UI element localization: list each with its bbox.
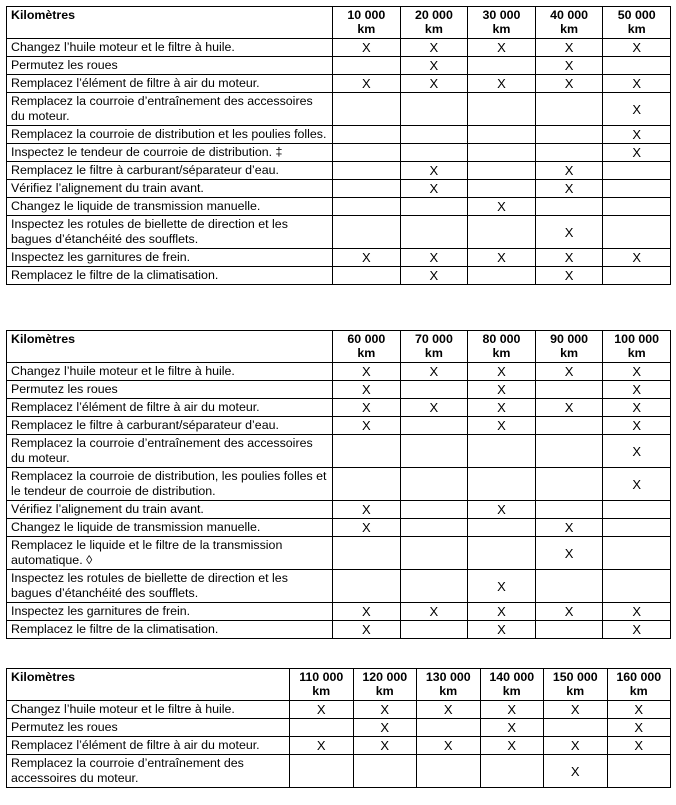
service-mark-cell: X bbox=[468, 381, 536, 399]
km-column-header: 20 000 km bbox=[400, 7, 468, 39]
service-mark-cell: X bbox=[603, 468, 671, 501]
service-mark-cell: X bbox=[400, 267, 468, 285]
service-mark-cell bbox=[468, 468, 536, 501]
table-row bbox=[7, 737, 671, 755]
service-mark-cell: X bbox=[535, 249, 603, 267]
service-mark-cell: X bbox=[607, 719, 671, 737]
table-row bbox=[7, 198, 671, 216]
service-item-label: Permutez les roues bbox=[7, 719, 290, 737]
service-item-label: Inspectez les rotules de biellette de direction et les bagues d’étanchéité des soufflets. bbox=[7, 570, 333, 603]
service-mark-cell: X bbox=[480, 719, 544, 737]
maintenance-table-2 bbox=[6, 330, 671, 639]
service-mark-cell bbox=[535, 144, 603, 162]
service-mark-cell: X bbox=[400, 162, 468, 180]
service-mark-cell: X bbox=[544, 737, 608, 755]
service-mark-cell: X bbox=[603, 435, 671, 468]
table-row bbox=[7, 267, 671, 285]
service-item-label: Remplacez la courroie d’entraînement des accessoires du moteur. bbox=[7, 435, 333, 468]
service-item-label: Remplacez la courroie de distribution et les poulies folles. bbox=[7, 126, 333, 144]
table-row bbox=[7, 701, 671, 719]
service-mark-cell: X bbox=[535, 180, 603, 198]
km-column-header: 120 000 km bbox=[353, 669, 417, 701]
service-mark-cell: X bbox=[480, 701, 544, 719]
service-mark-cell: X bbox=[400, 75, 468, 93]
service-mark-cell: X bbox=[290, 737, 354, 755]
service-mark-cell bbox=[400, 216, 468, 249]
service-item-label: Vérifiez l’alignement du train avant. bbox=[7, 501, 333, 519]
service-item-label: Remplacez l’élément de filtre à air du moteur. bbox=[7, 75, 333, 93]
service-item-label: Vérifiez l’alignement du train avant. bbox=[7, 180, 333, 198]
service-mark-cell: X bbox=[417, 737, 481, 755]
service-mark-cell bbox=[400, 621, 468, 639]
km-column-header: 90 000 km bbox=[535, 331, 603, 363]
km-column-header: 60 000 km bbox=[333, 331, 401, 363]
service-mark-cell: X bbox=[333, 603, 401, 621]
service-mark-cell bbox=[468, 93, 536, 126]
service-mark-cell: X bbox=[400, 603, 468, 621]
service-mark-cell bbox=[535, 381, 603, 399]
service-item-label: Changez le liquide de transmission manuelle. bbox=[7, 198, 333, 216]
service-mark-cell: X bbox=[290, 701, 354, 719]
table-row bbox=[7, 144, 671, 162]
service-mark-cell bbox=[400, 468, 468, 501]
service-mark-cell bbox=[468, 519, 536, 537]
service-mark-cell: X bbox=[333, 39, 401, 57]
service-mark-cell bbox=[400, 537, 468, 570]
service-mark-cell: X bbox=[333, 399, 401, 417]
service-mark-cell: X bbox=[544, 701, 608, 719]
service-item-label: Remplacez la courroie d’entraînement des accessoires du moteur. bbox=[7, 755, 290, 788]
service-mark-cell bbox=[603, 162, 671, 180]
maintenance-table-1 bbox=[6, 6, 671, 285]
km-column-header: 80 000 km bbox=[468, 331, 536, 363]
service-mark-cell: X bbox=[603, 144, 671, 162]
service-mark-cell bbox=[603, 198, 671, 216]
service-mark-cell bbox=[603, 570, 671, 603]
service-mark-cell: X bbox=[468, 399, 536, 417]
service-item-label: Remplacez l’élément de filtre à air du moteur. bbox=[7, 737, 290, 755]
service-mark-cell: X bbox=[535, 603, 603, 621]
service-mark-cell: X bbox=[607, 701, 671, 719]
service-mark-cell bbox=[603, 501, 671, 519]
km-column-header: 10 000 km bbox=[333, 7, 401, 39]
maintenance-table-3 bbox=[6, 668, 671, 788]
table-row bbox=[7, 719, 671, 737]
service-mark-cell: X bbox=[468, 603, 536, 621]
service-mark-cell: X bbox=[468, 501, 536, 519]
service-mark-cell: X bbox=[400, 180, 468, 198]
service-mark-cell bbox=[535, 435, 603, 468]
service-mark-cell bbox=[400, 519, 468, 537]
service-mark-cell bbox=[400, 381, 468, 399]
table-header-row bbox=[7, 331, 671, 363]
km-column-header: 110 000 km bbox=[290, 669, 354, 701]
table-row bbox=[7, 399, 671, 417]
service-item-label: Permutez les roues bbox=[7, 57, 333, 75]
table-row bbox=[7, 435, 671, 468]
service-mark-cell: X bbox=[607, 737, 671, 755]
service-mark-cell: X bbox=[535, 267, 603, 285]
service-mark-cell: X bbox=[603, 399, 671, 417]
service-mark-cell: X bbox=[535, 537, 603, 570]
service-mark-cell bbox=[468, 162, 536, 180]
table-row bbox=[7, 755, 671, 788]
km-column-header: 100 000 km bbox=[603, 331, 671, 363]
service-mark-cell bbox=[535, 468, 603, 501]
service-mark-cell: X bbox=[603, 381, 671, 399]
service-mark-cell: X bbox=[333, 501, 401, 519]
service-mark-cell: X bbox=[544, 755, 608, 788]
service-mark-cell bbox=[607, 755, 671, 788]
service-mark-cell bbox=[535, 198, 603, 216]
table-row bbox=[7, 180, 671, 198]
service-item-label: Inspectez les rotules de biellette de direction et les bagues d’étanchéité des soufflets. bbox=[7, 216, 333, 249]
table-row bbox=[7, 468, 671, 501]
service-mark-cell bbox=[333, 468, 401, 501]
service-mark-cell bbox=[333, 180, 401, 198]
service-mark-cell bbox=[603, 267, 671, 285]
service-mark-cell bbox=[333, 435, 401, 468]
table-header-row bbox=[7, 7, 671, 39]
table-row bbox=[7, 126, 671, 144]
service-mark-cell bbox=[603, 519, 671, 537]
service-mark-cell bbox=[333, 144, 401, 162]
table-row bbox=[7, 93, 671, 126]
service-mark-cell bbox=[400, 435, 468, 468]
service-mark-cell bbox=[603, 537, 671, 570]
service-item-label: Remplacez le filtre à carburant/séparateur d’eau. bbox=[7, 417, 333, 435]
service-item-label: Changez le liquide de transmission manuelle. bbox=[7, 519, 333, 537]
service-mark-cell bbox=[603, 57, 671, 75]
service-mark-cell: X bbox=[603, 603, 671, 621]
service-mark-cell bbox=[468, 126, 536, 144]
table-row bbox=[7, 381, 671, 399]
table-row bbox=[7, 501, 671, 519]
km-column-header: 150 000 km bbox=[544, 669, 608, 701]
service-mark-cell: X bbox=[468, 363, 536, 381]
table-row bbox=[7, 162, 671, 180]
service-mark-cell bbox=[400, 570, 468, 603]
service-mark-cell bbox=[468, 267, 536, 285]
service-item-label: Remplacez la courroie d’entraînement des accessoires du moteur. bbox=[7, 93, 333, 126]
km-column-header: 70 000 km bbox=[400, 331, 468, 363]
service-mark-cell bbox=[468, 144, 536, 162]
service-mark-cell bbox=[290, 719, 354, 737]
service-mark-cell bbox=[400, 144, 468, 162]
service-mark-cell bbox=[603, 216, 671, 249]
service-mark-cell: X bbox=[333, 381, 401, 399]
km-column-header: 30 000 km bbox=[468, 7, 536, 39]
service-mark-cell bbox=[400, 126, 468, 144]
kilometres-header: Kilomètres bbox=[7, 331, 333, 363]
km-column-header: 140 000 km bbox=[480, 669, 544, 701]
service-mark-cell: X bbox=[535, 57, 603, 75]
service-mark-cell: X bbox=[603, 93, 671, 126]
kilometres-header: Kilomètres bbox=[7, 7, 333, 39]
table-row bbox=[7, 570, 671, 603]
service-mark-cell bbox=[333, 198, 401, 216]
km-column-header: 160 000 km bbox=[607, 669, 671, 701]
service-mark-cell: X bbox=[480, 737, 544, 755]
service-item-label: Changez l’huile moteur et le filtre à huile. bbox=[7, 363, 333, 381]
service-mark-cell: X bbox=[603, 249, 671, 267]
service-mark-cell: X bbox=[468, 75, 536, 93]
service-mark-cell bbox=[333, 267, 401, 285]
service-mark-cell bbox=[535, 93, 603, 126]
service-mark-cell bbox=[333, 216, 401, 249]
service-mark-cell bbox=[333, 126, 401, 144]
service-mark-cell: X bbox=[400, 363, 468, 381]
service-mark-cell bbox=[333, 93, 401, 126]
service-mark-cell bbox=[535, 417, 603, 435]
service-item-label: Remplacez le filtre de la climatisation. bbox=[7, 267, 333, 285]
service-mark-cell: X bbox=[333, 363, 401, 381]
service-mark-cell bbox=[535, 126, 603, 144]
service-mark-cell: X bbox=[353, 737, 417, 755]
service-mark-cell: X bbox=[603, 39, 671, 57]
service-mark-cell bbox=[333, 57, 401, 75]
service-mark-cell: X bbox=[333, 249, 401, 267]
kilometres-header: Kilomètres bbox=[7, 669, 290, 701]
service-item-label: Remplacez le filtre de la climatisation. bbox=[7, 621, 333, 639]
service-item-label: Remplacez le liquide et le filtre de la transmission automatique. ◊ bbox=[7, 537, 333, 570]
service-mark-cell: X bbox=[535, 39, 603, 57]
service-mark-cell: X bbox=[603, 126, 671, 144]
table-row bbox=[7, 603, 671, 621]
service-mark-cell bbox=[333, 570, 401, 603]
service-item-label: Remplacez l’élément de filtre à air du moteur. bbox=[7, 399, 333, 417]
service-mark-cell bbox=[480, 755, 544, 788]
service-mark-cell: X bbox=[468, 249, 536, 267]
service-mark-cell bbox=[468, 57, 536, 75]
service-mark-cell bbox=[468, 537, 536, 570]
table-row bbox=[7, 75, 671, 93]
service-mark-cell: X bbox=[333, 75, 401, 93]
service-mark-cell bbox=[333, 537, 401, 570]
table-row bbox=[7, 537, 671, 570]
service-item-label: Inspectez les garnitures de frein. bbox=[7, 249, 333, 267]
service-mark-cell: X bbox=[417, 701, 481, 719]
service-item-label: Changez l’huile moteur et le filtre à huile. bbox=[7, 39, 333, 57]
table-row bbox=[7, 57, 671, 75]
table-row bbox=[7, 363, 671, 381]
service-mark-cell bbox=[535, 501, 603, 519]
service-item-label: Remplacez la courroie de distribution, les poulies folles et le tendeur de courroie de distribution. bbox=[7, 468, 333, 501]
service-mark-cell bbox=[290, 755, 354, 788]
service-item-label: Permutez les roues bbox=[7, 381, 333, 399]
service-mark-cell: X bbox=[468, 417, 536, 435]
service-mark-cell bbox=[603, 180, 671, 198]
service-mark-cell bbox=[468, 216, 536, 249]
service-mark-cell: X bbox=[400, 249, 468, 267]
service-item-label: Changez l’huile moteur et le filtre à huile. bbox=[7, 701, 290, 719]
service-mark-cell bbox=[400, 501, 468, 519]
service-mark-cell: X bbox=[535, 399, 603, 417]
service-mark-cell: X bbox=[535, 363, 603, 381]
service-mark-cell: X bbox=[468, 39, 536, 57]
service-mark-cell: X bbox=[333, 621, 401, 639]
table-header-row bbox=[7, 669, 671, 701]
service-mark-cell bbox=[400, 198, 468, 216]
table-row bbox=[7, 249, 671, 267]
service-mark-cell bbox=[400, 93, 468, 126]
service-mark-cell: X bbox=[468, 570, 536, 603]
table-row bbox=[7, 39, 671, 57]
service-mark-cell: X bbox=[353, 719, 417, 737]
service-mark-cell: X bbox=[603, 417, 671, 435]
service-mark-cell bbox=[400, 417, 468, 435]
service-item-label: Remplacez le filtre à carburant/séparateur d’eau. bbox=[7, 162, 333, 180]
service-mark-cell: X bbox=[333, 519, 401, 537]
service-mark-cell: X bbox=[333, 417, 401, 435]
table-row bbox=[7, 621, 671, 639]
service-mark-cell bbox=[468, 180, 536, 198]
service-mark-cell: X bbox=[468, 621, 536, 639]
service-mark-cell bbox=[333, 162, 401, 180]
table-row bbox=[7, 417, 671, 435]
service-mark-cell: X bbox=[603, 621, 671, 639]
service-item-label: Inspectez le tendeur de courroie de distribution. ‡ bbox=[7, 144, 333, 162]
service-mark-cell bbox=[535, 621, 603, 639]
service-mark-cell: X bbox=[535, 216, 603, 249]
service-mark-cell: X bbox=[400, 399, 468, 417]
service-mark-cell: X bbox=[535, 75, 603, 93]
service-mark-cell: X bbox=[400, 57, 468, 75]
service-mark-cell: X bbox=[400, 39, 468, 57]
service-mark-cell: X bbox=[603, 75, 671, 93]
service-mark-cell: X bbox=[535, 519, 603, 537]
service-mark-cell: X bbox=[535, 162, 603, 180]
service-mark-cell: X bbox=[353, 701, 417, 719]
service-mark-cell bbox=[468, 435, 536, 468]
service-mark-cell bbox=[417, 755, 481, 788]
service-mark-cell: X bbox=[603, 363, 671, 381]
km-column-header: 50 000 km bbox=[603, 7, 671, 39]
table-row bbox=[7, 216, 671, 249]
service-mark-cell bbox=[535, 570, 603, 603]
service-mark-cell bbox=[544, 719, 608, 737]
service-mark-cell bbox=[417, 719, 481, 737]
km-column-header: 40 000 km bbox=[535, 7, 603, 39]
service-mark-cell bbox=[353, 755, 417, 788]
km-column-header: 130 000 km bbox=[417, 669, 481, 701]
table-row bbox=[7, 519, 671, 537]
service-mark-cell: X bbox=[468, 198, 536, 216]
service-item-label: Inspectez les garnitures de frein. bbox=[7, 603, 333, 621]
